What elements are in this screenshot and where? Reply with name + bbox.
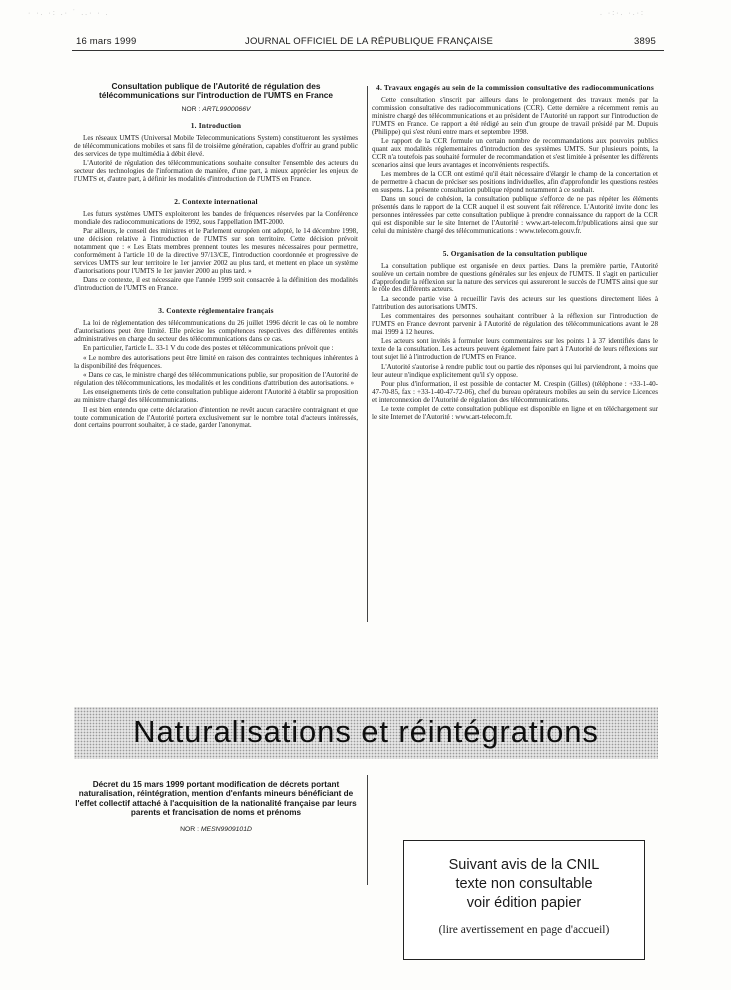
header-rule <box>72 50 664 51</box>
right-column <box>372 84 658 423</box>
nor-label: NOR : <box>181 106 201 114</box>
paragraph: Les membres de la CCR ont estimé qu'il était nécessaire d'élargir le champ de la concertation et de permettre à chacun de préciser ses positions individuelles, afin d'approfondir les questions restées en suspens. La présente consultation publique répond notamment à ce souhait. <box>372 170 658 194</box>
paragraph: L'Autorité s'autorise à rendre public tout ou partie des réponses qui lui parviendront, à moins que leur auteur n'indique explicitement qu'il s'y oppose. <box>372 362 658 379</box>
paragraph: Dans ce contexte, il est nécessaire que l'année 1999 soit consacrée à la définition des modalités d'introduction de l'UMTS en France. <box>74 276 358 293</box>
nor-reference <box>74 106 358 114</box>
section-heading-travaux-ccr: 4. Travaux engagés au sein de la commission consultative des radiocommunications <box>376 83 654 92</box>
quoted-paragraph: « Le nombre des autorisations peut être limité en raison des contraintes techniques inhérentes à la disponibilité des fréquences. <box>74 353 358 370</box>
decret-block <box>74 780 358 842</box>
section-heading-contexte-international: 2. Contexte international <box>174 197 258 207</box>
decret-nor-reference <box>74 826 358 834</box>
header-date: 16 mars 1999 <box>76 36 137 47</box>
journal-title: JOURNAL OFFICIEL DE LA RÉPUBLIQUE FRANÇAISE <box>245 36 494 47</box>
decret-title: Décret du 15 mars 1999 portant modification de décrets portant naturalisation, réintégration, mention d'enfants mineurs bénéficiant de l'effet collectif attaché à l'acquisition de la nationalité française par leurs parents et francisation de noms et prénoms <box>75 780 357 818</box>
paragraph: Il est bien entendu que cette déclaration d'intention ne revêt aucun caractère contraignant et que toute communication de l'Autorité portera exclusivement sur le nombre total d'acteurs intéressés, dont certains pourront souhaiter, à ce stade, garder l'anonymat. <box>74 405 358 430</box>
section-heading-contexte-reglementaire: 3. Contexte réglementaire français <box>158 306 274 316</box>
section-heading-introduction: 1. Introduction <box>190 121 242 131</box>
paragraph: L'Autorité de régulation des télécommunications souhaite consulter l'ensemble des acteurs du secteur des technologies de l'information de manière, d'une part, à mieux apprécier les enjeux de l'UMTS et, d'autre part, à définir les modalités d'introduction de l'UMTS en France. <box>74 159 358 184</box>
quoted-paragraph: « Dans ce cas, le ministre chargé des télécommunications publie, sur proposition de l'Autorité de régulation des télécommunications, les modalités et les conditions d'attribution des autorisations. » <box>74 370 358 387</box>
paragraph: La loi de réglementation des télécommunications du 26 juillet 1996 décrit le cas où le nombre d'autorisations peut être limité. Elle précise les compétences respectives des différentes entités administratives en charge du secteur des télécommunications dans ce cas. <box>74 319 358 343</box>
paragraph: La consultation publique est organisée en deux parties. Dans la première partie, l'Autorité soulève un certain nombre de questions générales sur les enjeux de l'UMTS. Il s'agit en particulier d'approfondir la réflexion sur la nature des services qui assureront le succès de l'UMTS ainsi que sur le rôle des différents acteurs. <box>372 261 658 294</box>
consultation-title: Consultation publique de l'Autorité de régulation des télécommunications sur l'introduction de l'UMTS en France <box>99 81 333 101</box>
paragraph: Par ailleurs, le conseil des ministres et le Parlement européen ont adopté, le 14 décembre 1998, une décision relative à l'introduction de l'UMTS sur son territoire. Cette décision prévoit notamment que : « Les Etats membres prennent toutes les mesures nécessaires pour permettre, conformément à l'article 10 de la directive 97/13/CE, l'introduction coordonnée et progressive de services UMTS sur leur territoire le 1er janvier 2002 au plus tard, et mettent en place un système d'autorisations pour l'UMTS le 1er janvier 2000 au plus tard. » <box>74 227 358 275</box>
cnil-line-2: texte non consultable <box>455 876 593 892</box>
paragraph: Les enseignements tirés de cette consultation publique aideront l'Autorité à établir sa proposition au ministre chargé des télécommunications. <box>74 388 358 405</box>
paragraph: Les acteurs sont invités à formuler leurs commentaires sur les points 1 à 37 identifiés dans le texte de la consultation. Les acteurs peuvent également faire part à l'Autorité de leurs réflexions sur tout sujet lié à l'introduction de l'UMTS en France. <box>372 337 658 362</box>
paragraph: Les futurs systèmes UMTS exploiteront les bandes de fréquences réservées par la Conférence mondiale des radiocommunications de 1992, sous l'appellation IMT-2000. <box>74 210 358 226</box>
nor-code: ARTL9900066V <box>202 106 251 114</box>
cnil-notice-box <box>403 840 645 960</box>
left-column <box>74 82 358 432</box>
cnil-line-1: Suivant avis de la CNIL <box>448 857 600 873</box>
nor-label: NOR : <box>180 825 199 833</box>
banner-title: Naturalisations et réintégrations <box>133 714 599 749</box>
paragraph: En particulier, l'article L. 33-1 V du code des postes et télécommunications prévoit que : <box>83 344 334 353</box>
paragraph: Cette consultation s'inscrit par ailleurs dans le prolongement des travaux menés par la commission consultative des radiocommunications (CCR). Cette dernière a récemment remis au ministre chargé des télécommunications et au président de l'Autorité un rapport sur l'introduction de l'UMTS en France. Ce rapport a été rédigé au sein d'un groupe de travail présidé par M. Dupuis (Philippe) qui s'est réuni entre mars et septembre 1998. <box>372 95 658 136</box>
column-divider <box>367 86 368 622</box>
paragraph: La seconde partie vise à recueillir l'avis des acteurs sur les questions directement liées à l'attribution des autorisations UMTS. <box>372 294 658 311</box>
paragraph: Pour plus d'information, il est possible de contacter M. Crespin (Gilles) (téléphone : +33-1-40-47-70-85, fax : +33-1-40-47-72-06), chef du bureau opérateurs mobiles au sein du service Licences et interconnexion de l'Autorité de régulation des télécommunications. <box>372 379 658 404</box>
page-number: 3895 <box>634 36 656 47</box>
column-divider <box>367 775 368 885</box>
section-heading-organisation: 5. Organisation de la consultation publique <box>442 248 588 258</box>
paragraph: Dans un souci de cohésion, la consultation publique s'efforce de ne pas répéter les éléments présentés dans le rapport de la CCR auquel il est souvent fait référence. L'Autorité invite donc les personnes intéressées par cette consultation publique à prendre connaissance du rapport de la CCR qui est disponible sur le site Internet de l'Autorité : www.art-telecom.fr/publications ainsi que sur celui du ministère chargé des télécommunications : www.telecom.gouv.fr. <box>372 195 658 235</box>
paragraph: Le texte complet de cette consultation publique est disponible en ligne et en téléchargement sur le site Internet de l'Autorité : www.art-telecom.fr. <box>372 405 658 422</box>
scan-artifact: · ·. ·: .· ˙ ..· · . <box>28 10 110 17</box>
cnil-note: (lire avertissement en page d'accueil) <box>438 924 610 936</box>
paragraph: Les commentaires des personnes souhaitant contribuer à la réflexion sur l'introduction de l'UMTS en France devront parvenir à l'Autorité de régulation des télécommunications avant le 28 mai 1999 à 12 heures. <box>372 312 658 336</box>
paragraph: Les réseaux UMTS (Universal Mobile Telecommunications System) constitueront les systèmes de télécommunications mobiles et sans fil de troisième génération, capables d'offrir au grand public des services de type multimédia à débit élevé. <box>74 134 358 159</box>
nor-code: MESN9909101D <box>200 825 252 833</box>
cnil-line-3: voir édition papier <box>466 895 582 911</box>
scan-artifact: . ·:·. ·.·: <box>600 10 645 17</box>
paragraph: Le rapport de la CCR formule un certain nombre de recommandations aux pouvoirs publics quant aux modalités réglementaires d'introduction des systèmes UMTS. Sur plusieurs points, la CCR n'a toutefois pas souhaité formuler de recommandation et s'est limitée à présenter les différents scenarios ainsi que leurs avantages et inconvénients respectifs. <box>372 136 658 169</box>
